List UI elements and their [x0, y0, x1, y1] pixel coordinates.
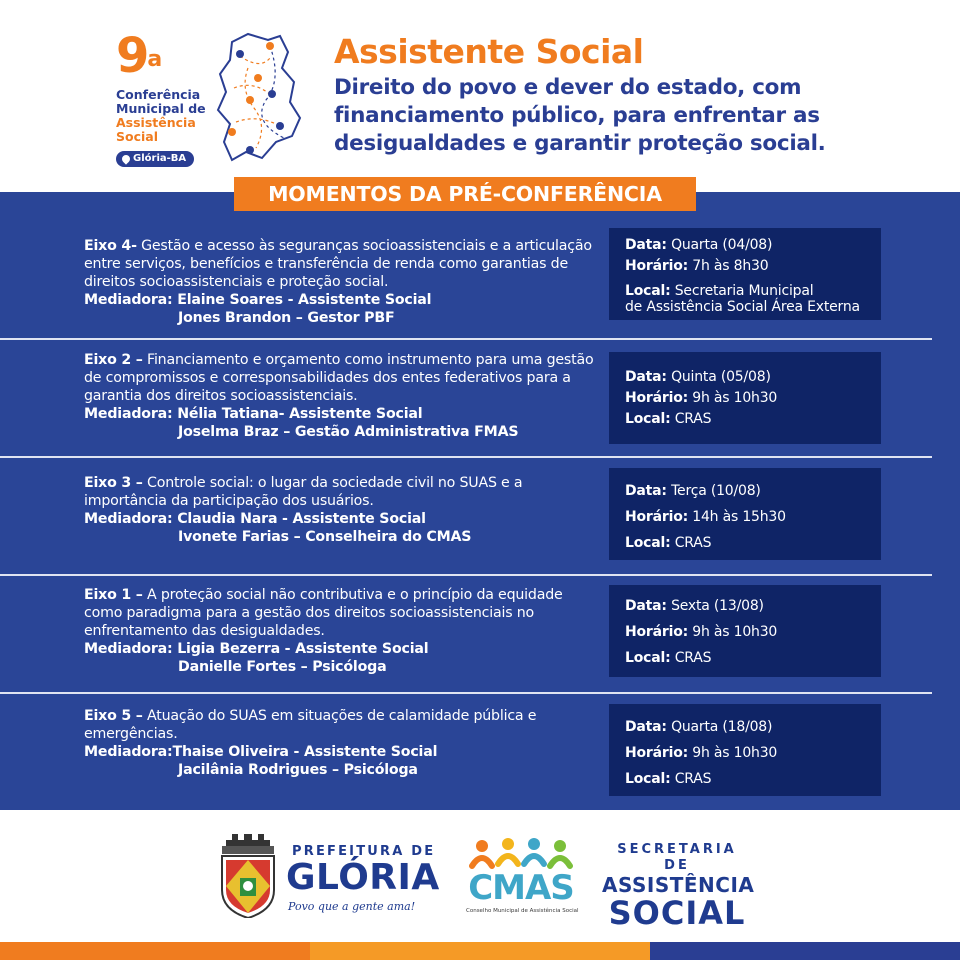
time-label: Horário: [625, 624, 689, 640]
time-label: Horário: [625, 745, 689, 761]
session-mediator: Mediadora: Nélia Tatiana- Assistente Social [84, 406, 423, 422]
secretaria-mid: ASSISTÊNCIA [602, 873, 755, 897]
time-label: Horário: [625, 258, 689, 274]
schedule-panel [0, 182, 960, 810]
date-label: Data: [625, 369, 667, 385]
session-date: Sexta (13/08) [666, 598, 764, 614]
session-second-mediator: Joselma Braz – Gestão Administrativa FMAS [178, 424, 519, 440]
session-description [84, 474, 604, 546]
session-info-box [609, 352, 881, 444]
date-label: Data: [625, 598, 667, 614]
session-second-mediator: Danielle Fortes – Psicóloga [178, 659, 387, 675]
title-block [334, 32, 934, 158]
date-label: Data: [625, 483, 667, 499]
section-banner: MOMENTOS DA PRÉ-CONFERÊNCIA [234, 177, 696, 211]
place-label: Local: [625, 283, 671, 299]
session-description [84, 586, 604, 676]
cmas-name: CMAS [468, 868, 574, 908]
subtitle-line-3: desigualdades e garantir proteção social. [334, 131, 826, 156]
footer-strip-amber [310, 942, 650, 960]
place-label: Local: [625, 535, 671, 551]
subtitle-line-2: financiamento público, para enfrentar as [334, 103, 820, 128]
session-place-line-2: de Assistência Social Área Externa [625, 299, 860, 315]
city-crest-icon [218, 834, 278, 918]
session-date: Quinta (05/08) [666, 369, 771, 385]
conference-line-2: Municipal de [116, 101, 206, 116]
page-title: Assistente Social [334, 32, 644, 71]
row-divider [0, 338, 932, 340]
session-mediator: Mediadora: Elaine Soares - Assistente Social [84, 292, 432, 308]
time-label: Horário: [625, 390, 689, 406]
session-axis: Eixo 5 – [84, 708, 143, 724]
date-label: Data: [625, 719, 667, 735]
time-label: Horário: [625, 509, 689, 525]
cmas-subtitle: Conselho Municipal de Assistência Social [466, 908, 579, 914]
session-time: 7h às 8h30 [688, 258, 769, 274]
location-pin-icon [120, 153, 131, 164]
session-place: CRAS [670, 411, 712, 427]
session-axis: Eixo 1 – [84, 587, 143, 603]
conference-line-1: Conferência [116, 87, 201, 102]
session-text: Gestão e acesso às seguranças socioassistenciais e a articulação entre serviços, benefícios e transferência de renda como garantias de direitos socioassistenciais e proteção social. [84, 238, 592, 290]
session-description [84, 237, 604, 327]
session-axis: Eixo 2 – [84, 352, 143, 368]
session-date: Terça (10/08) [666, 483, 761, 499]
session-place: CRAS [670, 771, 712, 787]
prefeitura-slogan: Povo que a gente ama! [288, 900, 416, 913]
conference-line-4: Social [116, 129, 159, 144]
header [0, 0, 960, 192]
footer-strip-orange [0, 942, 310, 960]
session-second-mediator: Jacilânia Rodrigues – Psicóloga [178, 762, 418, 778]
row-divider [0, 456, 932, 458]
session-info-box [609, 228, 881, 320]
session-mediator: Mediadora:Thaise Oliveira - Assistente Social [84, 744, 438, 760]
session-description [84, 707, 604, 779]
session-text: Controle social: o lugar da sociedade civil no SUAS e a importância da participação dos usuários. [84, 475, 523, 509]
secretaria-big: SOCIAL [608, 894, 746, 932]
people-icon [468, 836, 574, 872]
session-axis: Eixo 4- [84, 238, 137, 254]
session-mediator: Mediadora: Ligia Bezerra - Assistente Social [84, 641, 429, 657]
conference-number: 9$^a$ [116, 28, 163, 84]
session-time: 14h às 15h30 [688, 509, 786, 525]
page-subtitle [334, 74, 934, 158]
footer [0, 810, 960, 960]
subtitle-line-1: Direito do povo e dever do estado, com [334, 75, 802, 100]
session-text: Financiamento e orçamento como instrumento para uma gestão de compromissos e corresponsabilidades dos entes federativos para a garantia dos direitos socioassistenciais. [84, 352, 594, 404]
session-place: CRAS [670, 535, 712, 551]
session-time: 9h às 10h30 [688, 745, 778, 761]
session-description [84, 351, 604, 441]
session-axis: Eixo 3 – [84, 475, 143, 491]
session-mediator: Mediadora: Claudia Nara - Assistente Social [84, 511, 426, 527]
session-info-box [609, 585, 881, 677]
prefeitura-name: GLÓRIA [286, 857, 440, 898]
date-label: Data: [625, 237, 667, 253]
session-date: Quarta (18/08) [666, 719, 773, 735]
place-label: Local: [625, 771, 671, 787]
session-second-mediator: Jones Brandon – Gestor PBF [178, 310, 395, 326]
session-time: 9h às 10h30 [688, 624, 778, 640]
place-label: Local: [625, 411, 671, 427]
conference-logo [112, 28, 307, 173]
session-date: Quarta (04/08) [666, 237, 773, 253]
row-divider [0, 574, 932, 576]
prefeitura-logo [218, 834, 440, 918]
session-second-mediator: Ivonete Farias – Conselheira do CMAS [178, 529, 472, 545]
conference-line-3: Assistência [116, 115, 196, 130]
place-label: Local: [625, 650, 671, 666]
session-text: A proteção social não contributiva e o princípio da equidade como paradigma para a gestão dos direitos socioassistenciais no enfrentamento das desigualdades. [84, 587, 563, 639]
location-text: Glória-BA [133, 153, 187, 164]
cmas-logo [466, 834, 579, 920]
secretaria-top: SECRETARIA DE [617, 842, 737, 873]
session-info-box [609, 704, 881, 796]
footer-strip-blue [650, 942, 960, 960]
map-icon [210, 30, 308, 170]
secretaria-logo [602, 842, 755, 932]
location-pill [116, 151, 194, 167]
session-info-box [609, 468, 881, 560]
session-place: CRAS [670, 650, 712, 666]
prefeitura-top: PREFEITURA DE [292, 844, 436, 859]
session-time: 9h às 10h30 [688, 390, 778, 406]
row-divider [0, 692, 932, 694]
session-text: Atuação do SUAS em situações de calamidade pública e emergências. [84, 708, 537, 742]
session-place: Secretaria Municipal [670, 283, 814, 299]
